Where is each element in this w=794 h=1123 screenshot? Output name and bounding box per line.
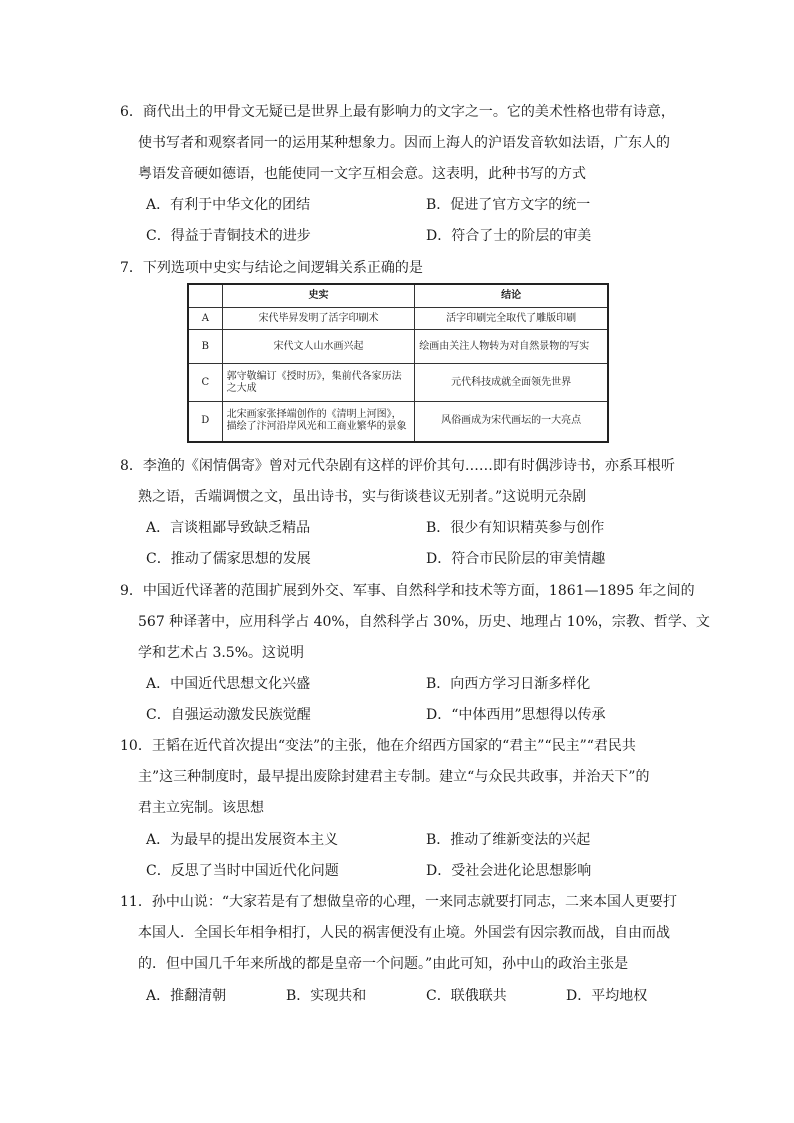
option-a[interactable]: A．为最早的提出发展资本主义	[146, 832, 339, 848]
row-label: A	[188, 308, 222, 330]
row-fact: 郭守敬编订《授时历》，集前代各家历法之大成	[222, 364, 415, 402]
option-d[interactable]: D．受社会进化论思想影响	[426, 863, 592, 879]
table-header-row	[188, 284, 608, 308]
option-a[interactable]: A．中国近代思想文化兴盛	[146, 676, 311, 692]
row-fact: 北宋画家张择端创作的《清明上河图》，描绘了汴河沿岸风光和工商业繁华的景象	[222, 402, 415, 442]
question-7	[120, 253, 680, 284]
question-6-options	[146, 190, 666, 252]
question-11-options	[146, 981, 666, 1012]
table-row	[188, 330, 608, 364]
table-header-conclusion: 结论	[415, 284, 608, 308]
question-11-line: 的．但中国几千年来所战的都是皇帝一个问题。”由此可知，孙中山的政治主张是	[138, 956, 629, 972]
option-d[interactable]: D．符合市民阶层的审美情趣	[426, 551, 606, 567]
question-6-line: 粤语发音硬如德语，也能使同一文字互相会意。这表明，此种书写的方式	[138, 166, 586, 182]
option-d[interactable]: D．平均地权	[566, 988, 648, 1004]
option-a[interactable]: A．有利于中华文化的团结	[146, 197, 311, 213]
question-8-line: 8．李渔的《闲情偶寄》曾对元代杂剧有这样的评价其句……即有时偶涉诗书，亦系耳根听	[120, 458, 675, 474]
table-row	[188, 402, 608, 442]
option-b[interactable]: B．推动了维新变法的兴起	[426, 832, 591, 848]
row-label: B	[188, 330, 222, 364]
question-10-options	[146, 825, 666, 887]
option-c[interactable]: C．反思了当时中国近代化问题	[146, 863, 339, 879]
row-fact: 宋代毕昇发明了活字印刷术	[222, 308, 415, 330]
table-header-fact: 史实	[222, 284, 415, 308]
option-b[interactable]: B．向西方学习日渐多样化	[426, 676, 591, 692]
question-9-line: 567 种译著中，应用科学占 40%，自然科学占 30%，历史、地理占 10%，宗教、哲学、文	[138, 614, 710, 630]
question-6-line: 使书写者和观察者同一的运用某种想象力。因而上海人的沪语发音软如法语，广东人的	[138, 135, 670, 151]
question-7-stem: 7．下列选项中史实与结论之间逻辑关系正确的是	[120, 260, 423, 276]
table-header-blank	[188, 284, 222, 308]
question-10-line: 10．王韬在近代首次提出“变法”的主张，他在介绍西方国家的“君主”“民主”“君民共	[120, 738, 636, 754]
row-label: C	[188, 364, 222, 402]
question-9-line: 学和艺术占 3.5%。这说明	[138, 645, 305, 661]
history-logic-table	[187, 283, 609, 443]
option-c[interactable]: C．自强运动激发民族觉醒	[146, 707, 311, 723]
option-a[interactable]: A．推翻清朝	[146, 988, 227, 1004]
row-conclusion: 活字印刷完全取代了雕版印刷	[415, 308, 608, 330]
option-c[interactable]: C．得益于青铜技术的进步	[146, 228, 311, 244]
option-a[interactable]: A．言谈粗鄙导致缺乏精品	[146, 520, 311, 536]
row-conclusion: 元代科技成就全面领先世界	[415, 364, 608, 402]
option-b[interactable]: B．实现共和	[286, 988, 367, 1004]
option-b[interactable]: B．很少有知识精英参与创作	[426, 520, 605, 536]
question-11-line: 11．孙中山说：“大家若是有了想做皇帝的心理，一来同志就要打同志，二来本国人更要打	[120, 894, 677, 910]
question-11	[120, 887, 680, 980]
option-d[interactable]: D．符合了士的阶层的审美	[426, 228, 592, 244]
option-c[interactable]: C．推动了儒家思想的发展	[146, 551, 311, 567]
question-10-line: 君主立宪制。该思想	[138, 800, 264, 816]
question-10	[120, 731, 680, 824]
row-fact: 宋代文人山水画兴起	[222, 330, 415, 364]
question-8	[120, 451, 680, 513]
question-10-line: 主”这三种制度时，最早提出废除封建君主专制。建立“与众民共政事，并治天下”的	[138, 769, 650, 785]
option-d[interactable]: D．“中体西用”思想得以传承	[426, 707, 606, 723]
question-6	[120, 97, 680, 190]
question-9-line: 9．中国近代译著的范围扩展到外交、军事、自然科学和技术等方面，1861—1895 年之间的	[120, 583, 695, 599]
question-9	[120, 576, 710, 669]
question-8-options	[146, 513, 666, 575]
question-9-options	[146, 669, 666, 731]
question-6-line: 6．商代出土的甲骨文无疑已是世界上最有影响力的文字之一。它的美术性格也带有诗意，	[120, 104, 675, 120]
question-8-line: 熟之语，舌端调惯之文，虽出诗书，实与街谈巷议无别者。”这说明元杂剧	[138, 489, 587, 505]
option-c[interactable]: C．联俄联共	[426, 988, 507, 1004]
row-conclusion: 风俗画成为宋代画坛的一大亮点	[415, 402, 608, 442]
row-label: D	[188, 402, 222, 442]
table-row	[188, 364, 608, 402]
question-11-line: 本国人．全国长年相争相打，人民的祸害便没有止境。外国尝有因宗教而战，自由而战	[138, 925, 670, 941]
option-b[interactable]: B．促进了官方文字的统一	[426, 197, 591, 213]
row-conclusion: 绘画由关注人物转为对自然景物的写实	[415, 330, 608, 364]
table-row	[188, 308, 608, 330]
